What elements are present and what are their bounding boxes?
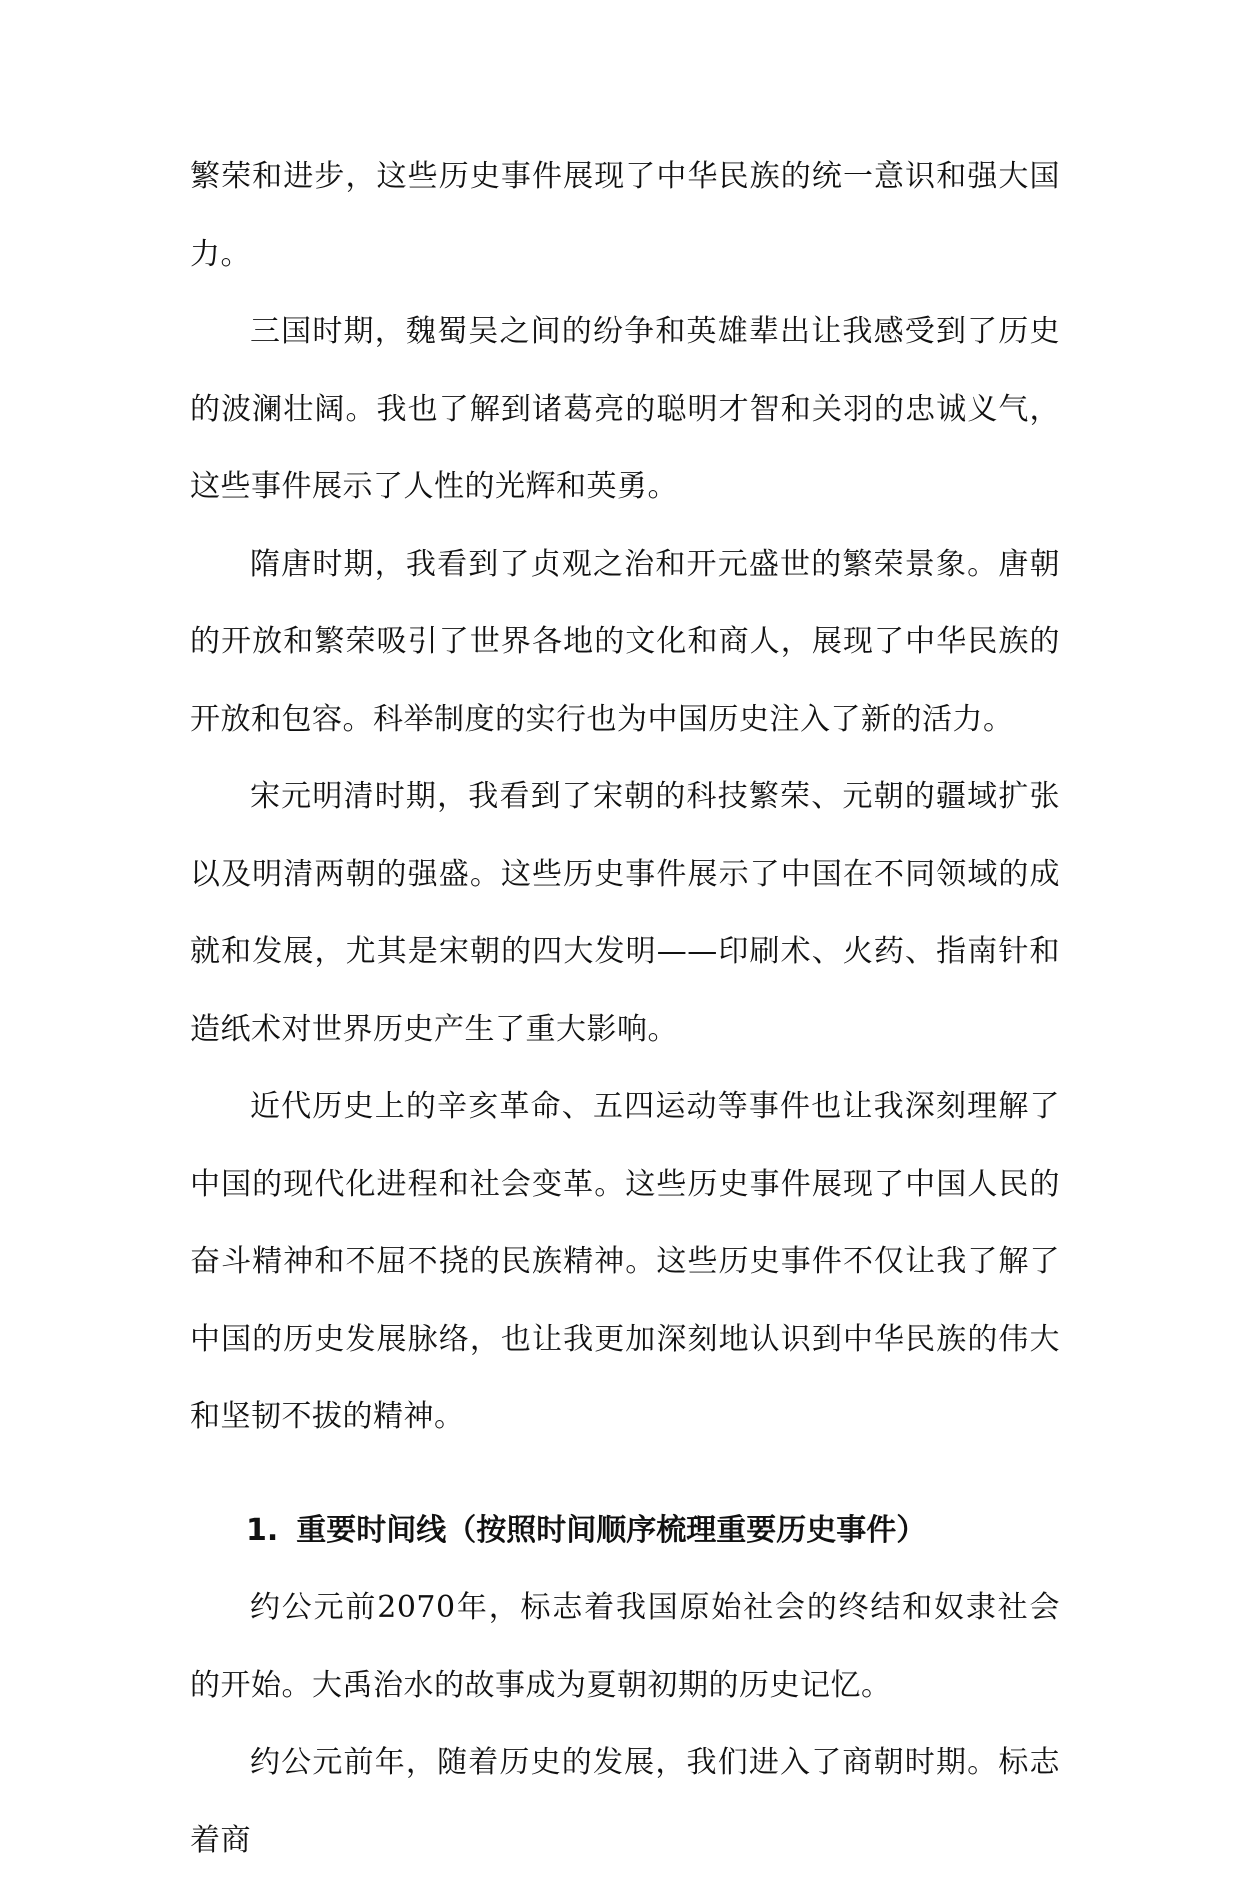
paragraph-1: 繁荣和进步，这些历史事件展现了中华民族的统一意识和强大国力。 (190, 159, 1060, 272)
paragraph-7: 约公元前年，随着历史的发展，我们进入了商朝时期。标志着商 (190, 1745, 1060, 1858)
paragraph-2: 三国时期，魏蜀吴之间的纷争和英雄辈出让我感受到了历史的波澜壮阔。我也了解到诸葛亮的聪明才智和关羽的忠诚义气，这些事件展示了人性的光辉和英勇。 (190, 314, 1060, 504)
paragraph-4: 宋元明清时期，我看到了宋朝的科技繁荣、元朝的疆域扩张以及明清两朝的强盛。这些历史事件展示了中国在不同领域的成就和发展，尤其是宋朝的四大发明——印刷术、火药、指南针和造纸术对世界历史产生了重大影响。 (190, 779, 1060, 1047)
section-heading (190, 1492, 1060, 1570)
section-number: 1. (246, 1512, 279, 1548)
document-page (190, 138, 1060, 1879)
paragraph-6: 约公元前2070年，标志着我国原始社会的终结和奴隶社会的开始。大禹治水的故事成为夏朝初期的历史记忆。 (190, 1590, 1060, 1703)
paragraph-3: 隋唐时期，我看到了贞观之治和开元盛世的繁荣景象。唐朝的开放和繁荣吸引了世界各地的文化和商人，展现了中华民族的开放和包容。科举制度的实行也为中国历史注入了新的活力。 (190, 546, 1060, 737)
section-title: 重要时间线（按照时间顺序梳理重要历史事件） (296, 1512, 927, 1548)
paragraph-5: 近代历史上的辛亥革命、五四运动等事件也让我深刻理解了中国的现代化进程和社会变革。这些历史事件展现了中国人民的奋斗精神和不屈不挠的民族精神。这些历史事件不仅让我了解了中国的历史发展脉络，也让我更加深刻地认识到中华民族的伟大和坚韧不拔的精神。 (190, 1089, 1060, 1434)
